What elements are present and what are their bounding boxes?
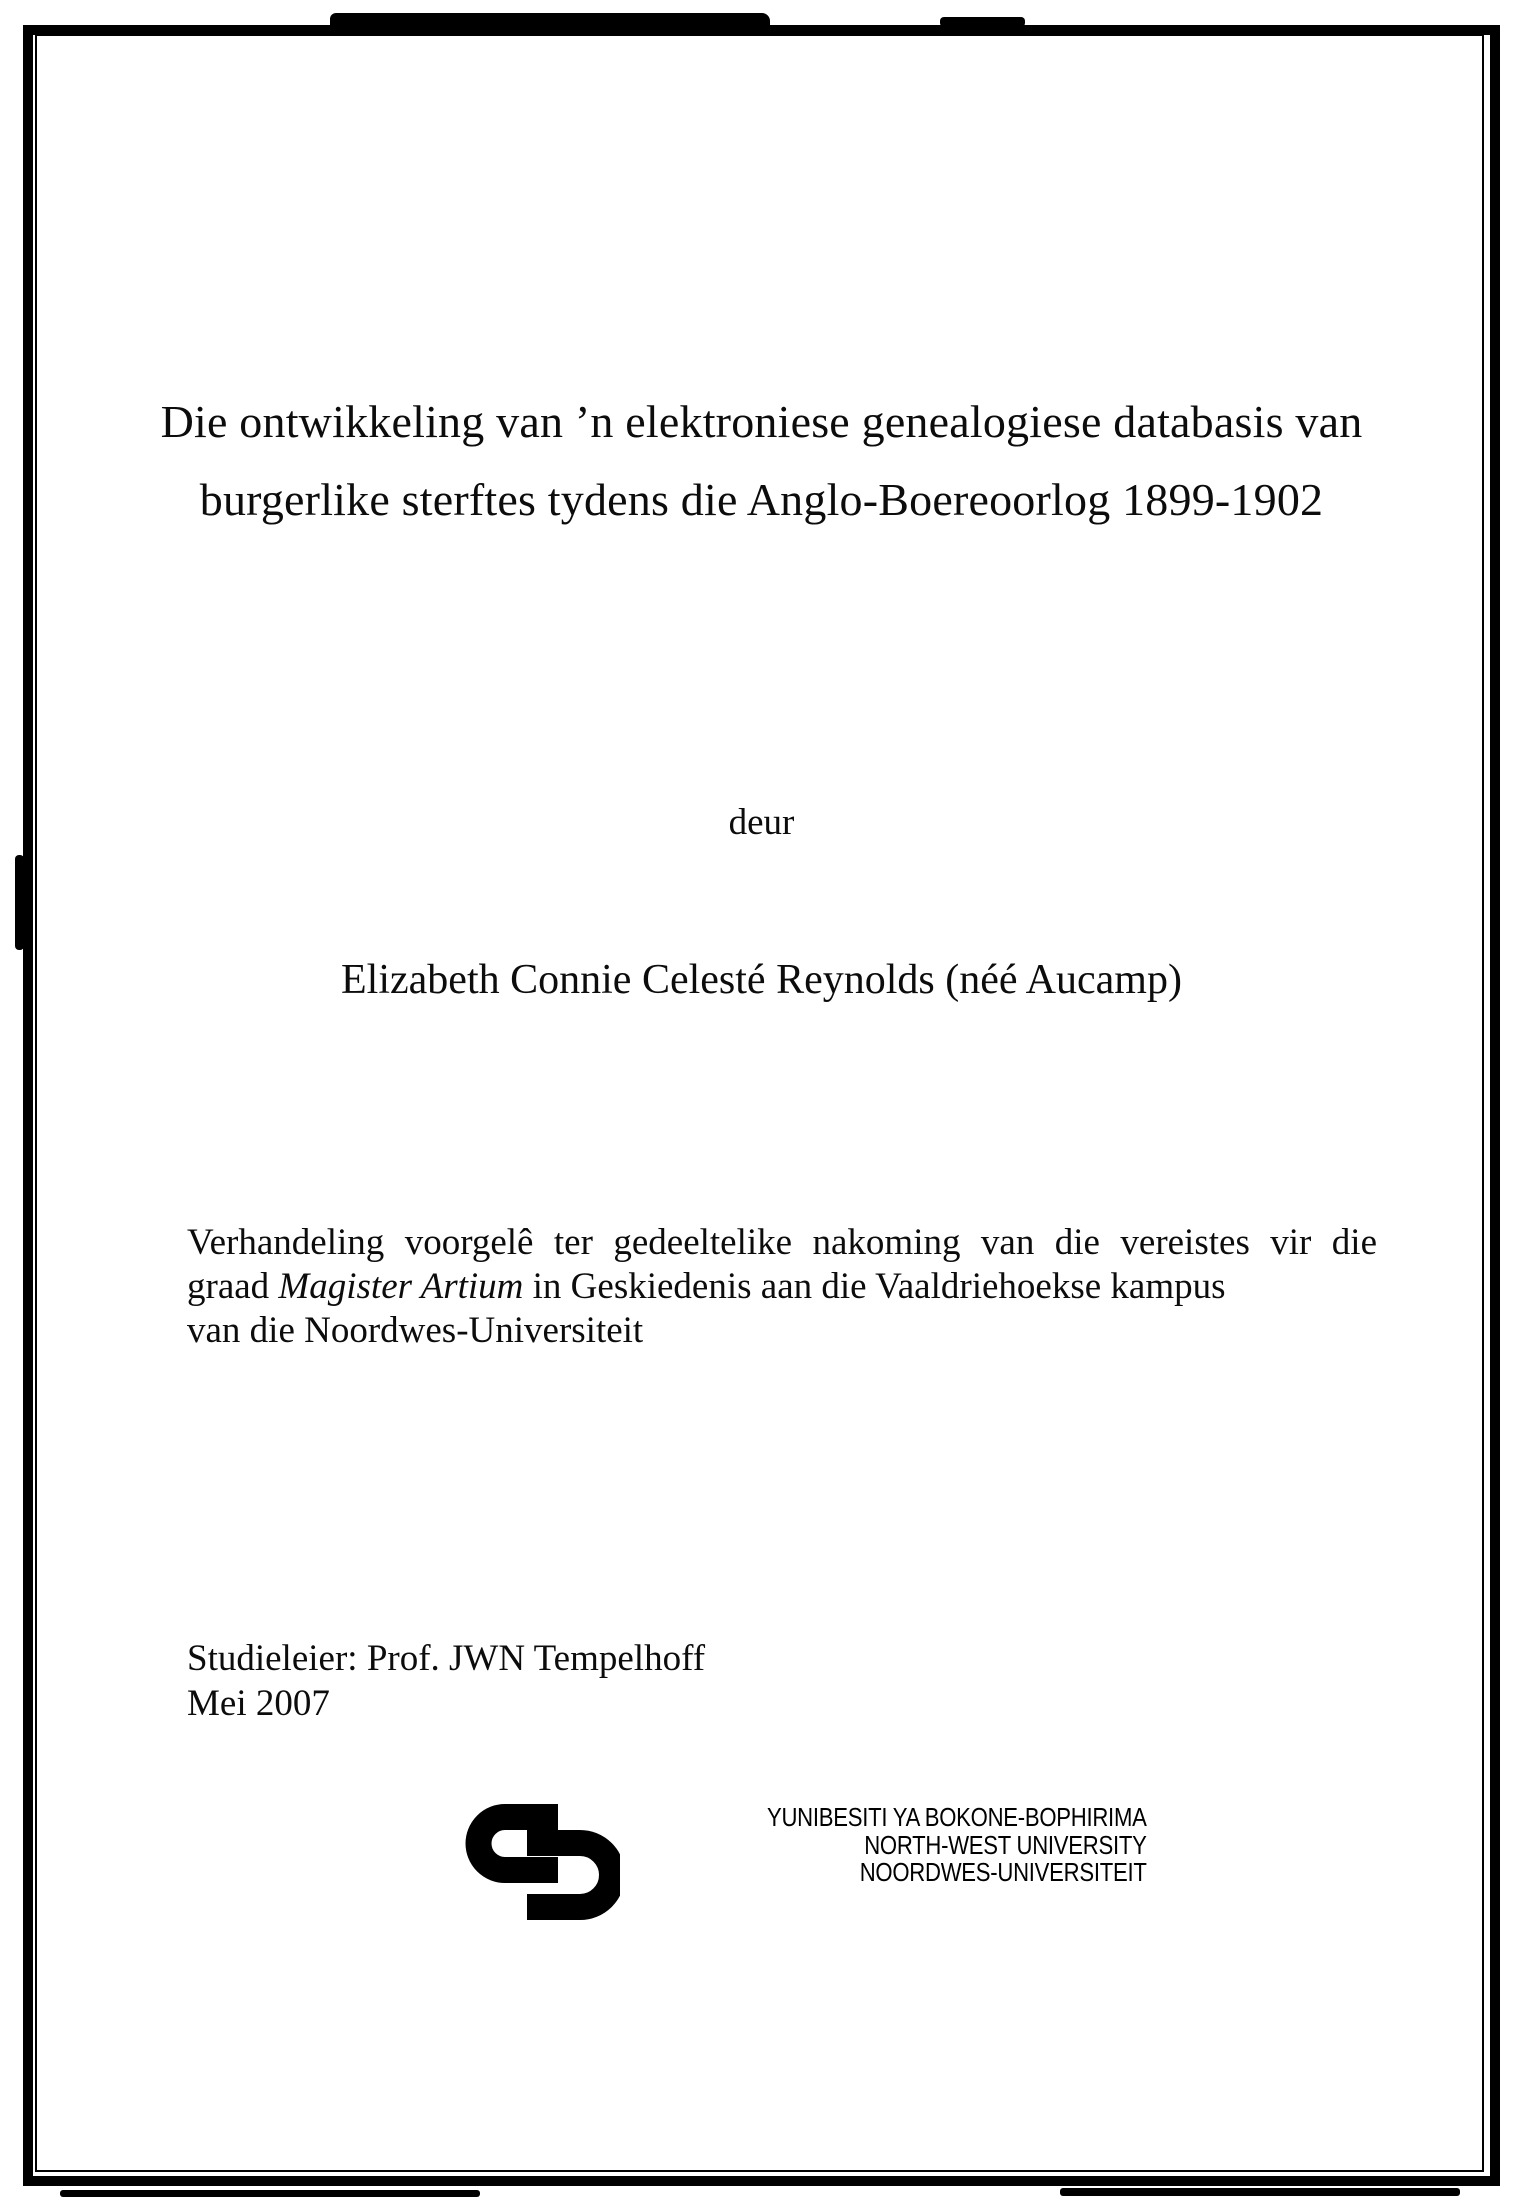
degree-prefix: graad [187, 1266, 279, 1307]
thesis-title-line-1: Die ontwikkeling van ’n elektroniese genealogiese databasis van [160, 396, 1363, 447]
scan-artifact [60, 2190, 480, 2197]
thesis-title [100, 383, 1423, 539]
degree-suffix: in Geskiedenis aan die Vaaldriehoekse kampus [523, 1266, 1226, 1307]
byline-label: deur [728, 802, 795, 843]
logo-line-afrikaans: NOORDWES-UNIVERSITEIT [860, 1857, 1147, 1887]
university-logo-wordmark [767, 1804, 1147, 1887]
nwu-chain-links-logo-icon [465, 1802, 620, 1927]
scan-artifact [15, 855, 24, 950]
supervisor-block [187, 1636, 1087, 1726]
logo-line-setswana: YUNIBESITI YA BOKONE-BOPHIRIMA [767, 1802, 1147, 1832]
thesis-title-line-2: burgerlike sterftes tydens die Anglo-Boereoorlog 1899-1902 [199, 474, 1324, 525]
date-line: Mei 2007 [187, 1683, 330, 1724]
thesis-statement-line-2 [187, 1265, 1377, 1309]
author-name: Elizabeth Connie Celesté Reynolds (néé Aucamp) [341, 957, 1182, 1003]
degree-name: Magister Artium [278, 1266, 524, 1307]
logo-line-english: NORTH-WEST UNIVERSITY [864, 1829, 1147, 1860]
thesis-statement [187, 1221, 1377, 1353]
university-logo [465, 1800, 1147, 1935]
scan-artifact [1060, 2188, 1460, 2196]
thesis-statement-line-3: van die Noordwes-Universiteit [187, 1310, 644, 1351]
scan-artifact [940, 17, 1025, 27]
thesis-statement-line-1: Verhandeling voorgelê ter gedeeltelike nakoming van die vereistes vir die [187, 1222, 1377, 1263]
supervisor-line: Studieleier: Prof. JWN Tempelhoff [187, 1638, 706, 1679]
scan-artifact [330, 13, 770, 28]
